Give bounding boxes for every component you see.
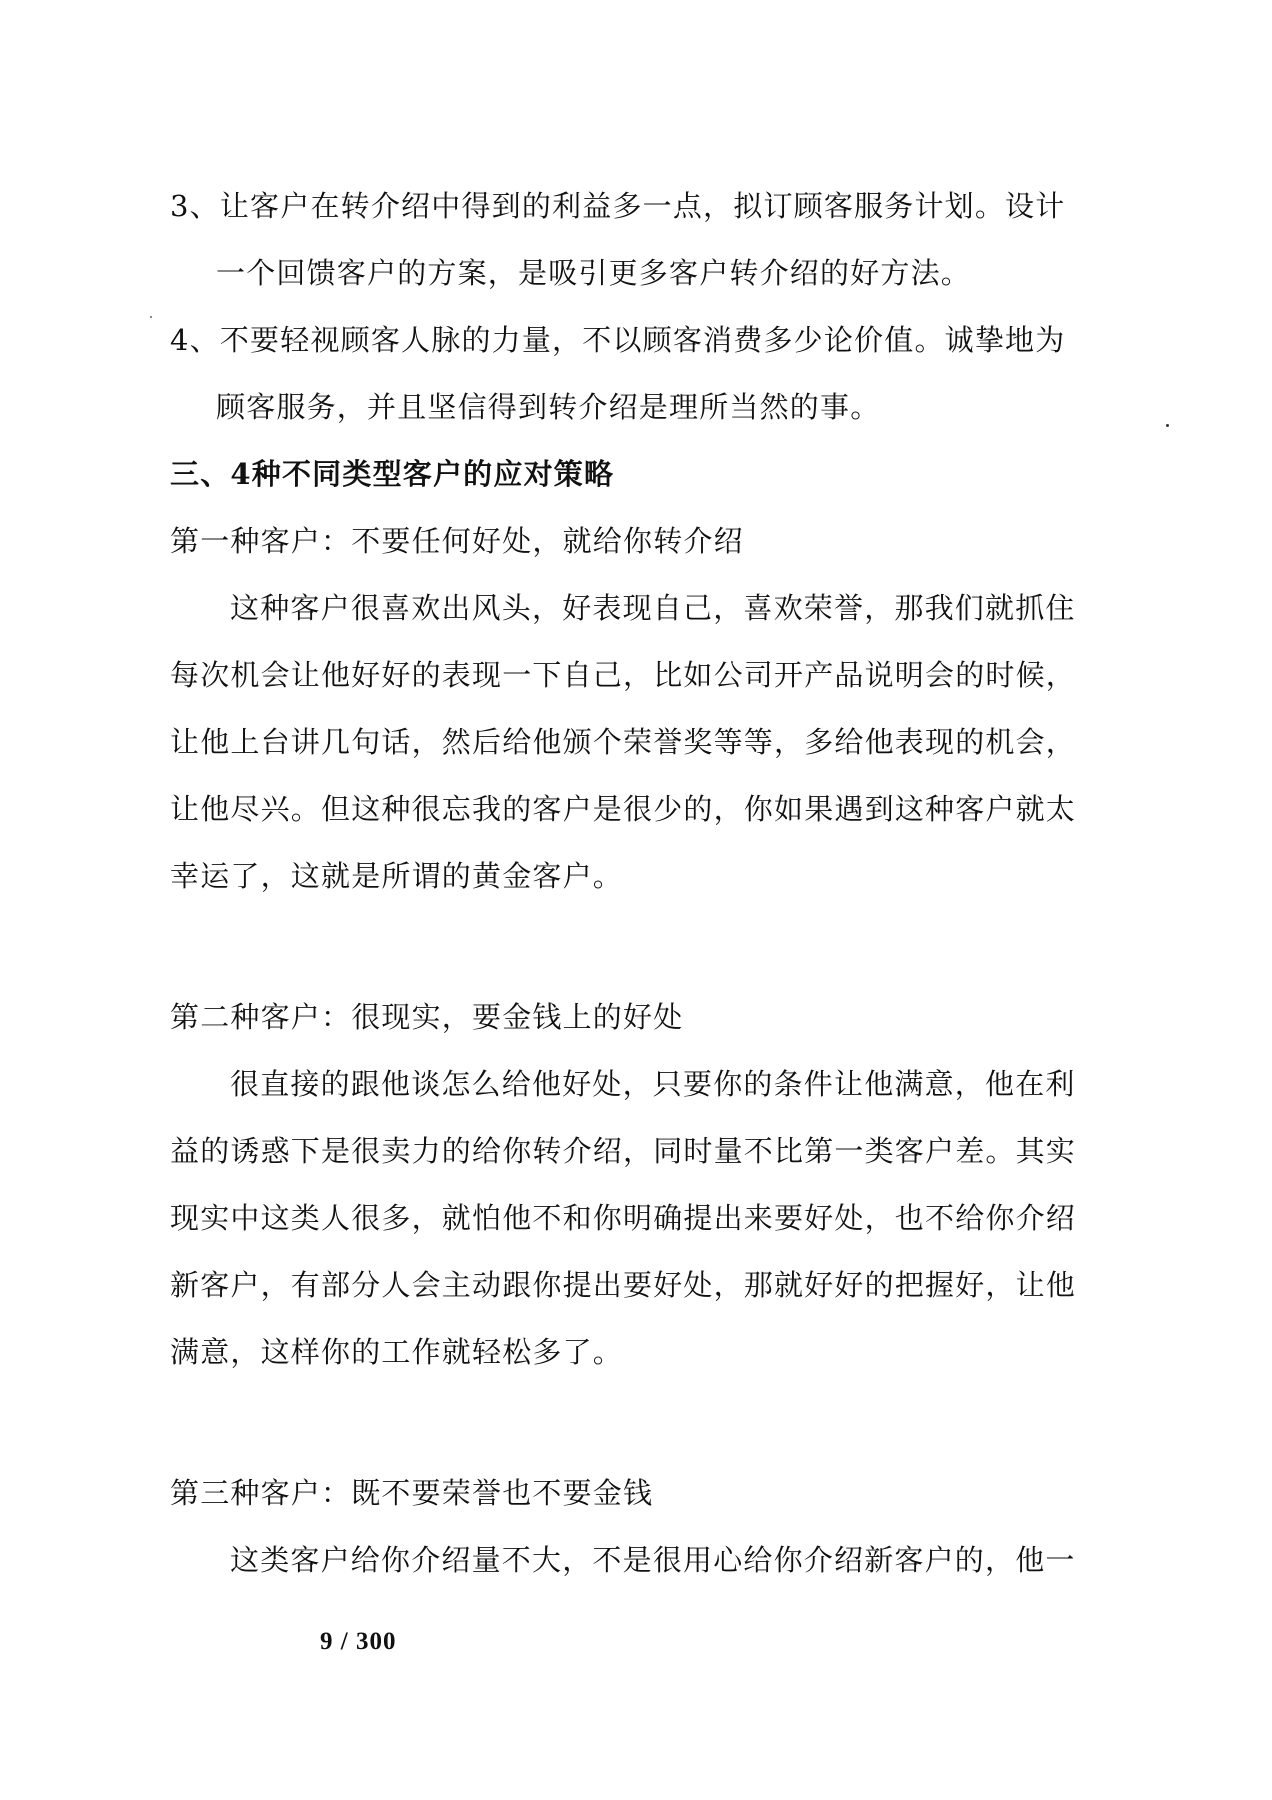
paragraph-type-2-line-1: 很直接的跟他谈怎么给他好处，只要你的条件让他满意，他在利 xyxy=(230,1067,1076,1101)
paragraph-type-2-line-4: 新客户，有部分人会主动跟你提出要好处，那就好好的把握好，让他 xyxy=(170,1268,1077,1302)
scan-speck xyxy=(1166,424,1169,427)
paragraph-type-2-line-5: 满意，这样你的工作就轻松多了。 xyxy=(170,1335,624,1369)
page-number: 9 / 300 xyxy=(320,1628,397,1655)
scan-edge-mark xyxy=(150,316,152,318)
list-item-4-line-1: 4、不要轻视顾客人脉的力量，不以顾客消费多少论价值。诚挚地为 xyxy=(170,323,1066,357)
list-item-4-line-2: 顾客服务，并且坚信得到转介绍是理所当然的事。 xyxy=(216,390,881,424)
paragraph-type-3-line-1: 这类客户给你介绍量不大，不是很用心给你介绍新客户的，他一 xyxy=(230,1543,1076,1577)
subheading-type-3: 第三种客户：既不要荣誉也不要金钱 xyxy=(170,1476,654,1510)
paragraph-type-1-line-5: 幸运了，这就是所谓的黄金客户。 xyxy=(170,859,624,893)
subheading-type-1: 第一种客户：不要任何好处，就给你转介绍 xyxy=(170,524,744,558)
paragraph-type-1-line-4: 让他尽兴。但这种很忘我的客户是很少的，你如果遇到这种客户就太 xyxy=(170,792,1077,826)
paragraph-type-1-line-1: 这种客户很喜欢出风头，好表现自己，喜欢荣誉，那我们就抓住 xyxy=(230,591,1076,625)
list-item-3-line-1: 3、让客户在转介绍中得到的利益多一点，拟订顾客服务计划。设计 xyxy=(170,189,1066,223)
paragraph-type-1-line-3: 让他上台讲几句话，然后给他颁个荣誉奖等等，多给他表现的机会， xyxy=(170,725,1077,759)
paragraph-type-1-line-2: 每次机会让他好好的表现一下自己，比如公司开产品说明会的时候， xyxy=(170,658,1077,692)
paragraph-type-2-line-2: 益的诱惑下是很卖力的给你转介绍，同时量不比第一类客户差。其实 xyxy=(170,1134,1077,1168)
subheading-type-2: 第二种客户：很现实，要金钱上的好处 xyxy=(170,1000,684,1034)
section-heading: 三、4种不同类型客户的应对策略 xyxy=(170,457,615,491)
paragraph-type-2-line-3: 现实中这类人很多，就怕他不和你明确提出来要好处，也不给你介绍 xyxy=(170,1201,1077,1235)
list-item-3-line-2: 一个回馈客户的方案，是吸引更多客户转介绍的好方法。 xyxy=(216,256,972,290)
